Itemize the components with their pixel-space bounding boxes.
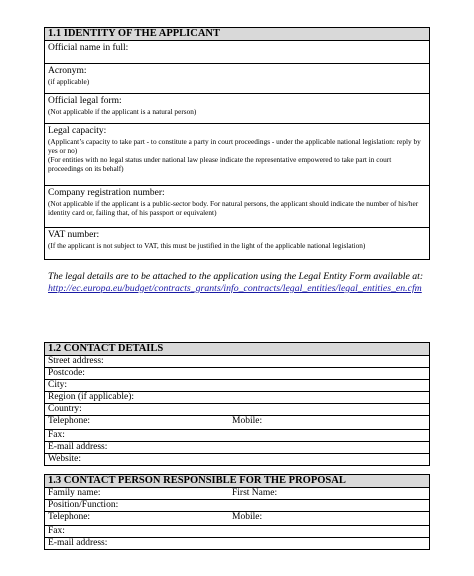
name-row[interactable] [45,488,430,500]
acronym-field[interactable] [45,64,430,94]
region-label: Region (if applicable): [48,392,134,402]
website-field[interactable] [45,454,430,466]
country-field[interactable] [45,404,430,416]
contact-section-header: 1.2 CONTACT DETAILS [45,343,430,356]
identity-section-header: 1.1 IDENTITY OF THE APPLICANT [45,28,430,41]
vat-number-note: (If the applicant is not subject to VAT, this must be justified in the light of the applicable national legislation) [48,241,366,250]
registration-number-field[interactable] [45,186,430,228]
person-telephone-row[interactable] [45,512,430,526]
vat-number-field[interactable] [45,228,430,260]
position-field[interactable] [45,500,430,512]
family-name-label: Family name: [48,488,101,498]
legal-form-note: (Not applicable if the applicant is a natural person) [48,107,197,116]
registration-number-label: Company registration number: [48,188,165,198]
person-fax-field[interactable] [45,526,430,538]
contact-details-table [44,342,430,466]
official-name-label: Official name in full: [48,43,129,53]
acronym-note: (if applicable) [48,77,90,86]
email-field[interactable] [45,442,430,454]
region-field[interactable] [45,392,430,404]
mobile-label: Mobile: [232,416,263,426]
fax-label: Fax: [48,430,65,440]
registration-number-note: (Not applicable if the applicant is a public-sector body. For natural persons, the applicant should indicate the number of his/her identity card or, failing that, of his passport or equivalent) [48,199,419,217]
street-address-label: Street address: [48,356,104,366]
city-field[interactable] [45,380,430,392]
person-fax-label: Fax: [48,526,65,536]
legal-capacity-note-2: (For entities with no legal status under national law please indicate the representative empowered to take part in court proceedings on its behalf) [48,155,392,173]
legal-form-label: Official legal form: [48,96,122,106]
telephone-label: Telephone: [48,416,91,426]
person-telephone-label: Telephone: [48,512,91,522]
contact-person-section-header: 1.3 CONTACT PERSON RESPONSIBLE FOR THE PROPOSAL [45,475,430,488]
postcode-label: Postcode: [48,368,85,378]
person-mobile-label: Mobile: [232,512,263,522]
vat-number-label: VAT number: [48,230,100,240]
postcode-field[interactable] [45,368,430,380]
fax-field[interactable] [45,430,430,442]
person-email-label: E-mail address: [48,538,108,548]
legal-entity-form-link[interactable]: http://ec.europa.eu/budget/contracts_grants/info_contracts/legal_entities/legal_entities_en.cfm [48,283,422,294]
website-label: Website: [48,454,82,464]
first-name-label: First Name: [232,488,278,498]
telephone-row[interactable] [45,416,430,430]
legal-details-text: The legal details are to be attached to the application using the Legal Entity Form available at: [48,271,424,282]
city-label: City: [48,380,68,390]
country-label: Country: [48,404,82,414]
person-email-field[interactable] [45,538,430,550]
legal-details-note [48,271,430,295]
legal-capacity-label: Legal capacity: [48,126,107,136]
official-name-field[interactable] [45,41,430,64]
legal-capacity-note-1: (Applicant’s capacity to take part - to constitute a party in court proceedings - under the applicable national legislation: reply by yes or no) [48,137,421,155]
street-address-field[interactable] [45,356,430,368]
acronym-label: Acronym: [48,66,87,76]
position-label: Position/Function: [48,500,119,510]
legal-capacity-field[interactable] [45,124,430,186]
contact-person-table [44,474,430,550]
legal-form-field[interactable] [45,94,430,124]
identity-table [44,27,430,260]
email-label: E-mail address: [48,442,108,452]
